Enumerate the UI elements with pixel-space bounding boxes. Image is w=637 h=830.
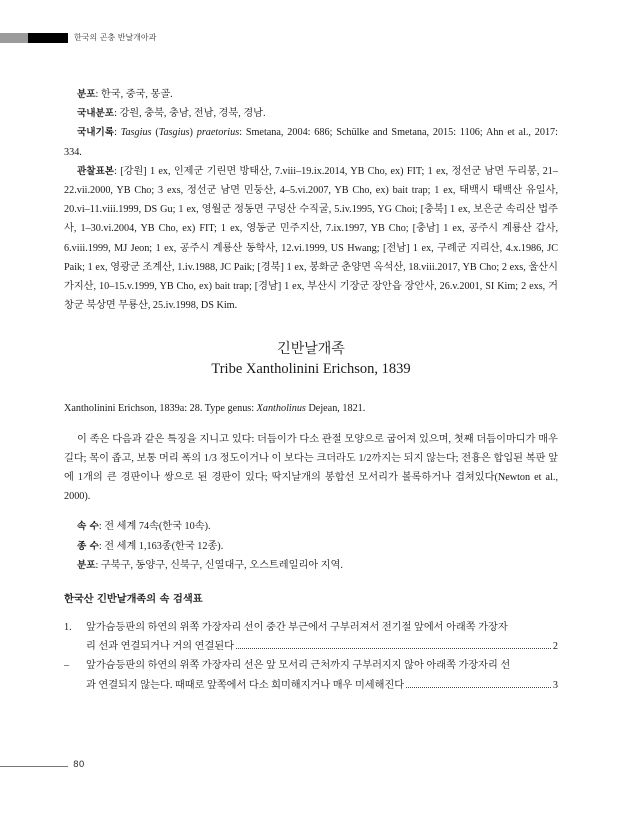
couplet-lead: 2 <box>552 641 558 653</box>
domestic-distribution-label: 국내분포 <box>77 108 115 120</box>
couplet-text: 앞가슴등판의 하연의 위쪽 가장자리 선은 앞 모서리 근처까지 구부러지지 않아 아래쪽 가장자리 선 <box>86 660 511 672</box>
citation-pre: Xantholinini Erichson, 1839a: 28. Type genus: <box>64 403 257 415</box>
leader-dots <box>236 648 551 649</box>
leader-dots <box>406 687 551 688</box>
genera-count-text: : 전 세계 74속(한국 10속). <box>98 521 211 533</box>
tribe-distribution-line <box>64 556 558 575</box>
tribe-korean-name: 긴반날개족 <box>277 341 345 358</box>
species-count-line <box>64 537 558 556</box>
species-count-text: : 전 세계 1,163종(한국 12종). <box>98 540 224 552</box>
records-species: praetorius <box>196 127 240 139</box>
distribution-line <box>64 85 558 104</box>
genera-count-line <box>64 517 558 536</box>
distribution-label: 분포 <box>77 89 96 100</box>
couplet-lead: 3 <box>552 679 558 691</box>
header-black-bar <box>28 33 68 43</box>
domestic-records: 국내기록: Tasgius (Tasgius) praetorius: Smetana, 2004: 686; Schülke and Smetana, 2015: 1106; Ahn et al., 2017: 334. <box>64 127 558 158</box>
header-grey-bar <box>0 33 28 43</box>
page-number: 80 <box>73 760 85 770</box>
distribution-text: : 한국, 중국, 몽골. <box>95 89 173 100</box>
tribe-latin-name: Tribe Xantholinini Erichson, 1839 <box>211 361 411 378</box>
tribe-description: 이 족은 다음과 같은 특징을 지니고 있다: 더듬이가 다소 관절 모양으로 굽어져 있으며, 첫째 더듬이마디가 매우 길다; 목이 좁고, 보통 머리 폭의 1/3 정도이거나 이 보다는 크더라도 1/2까지는 되지 않는다; 전흉은 합입된 복판 앞에 1개의 큰 경판이나 쌍으로 된 경판이 있다; 딱지날개의 봉합선 모서리가 볼록하거나 겹쳐있다(Newton et al., 2000). <box>64 433 558 503</box>
species-count-label: 종 수 <box>77 540 99 552</box>
genera-count-label: 속 수 <box>77 521 99 533</box>
tribe-citation <box>64 399 558 418</box>
key-title: 한국산 긴반날개족의 속 검색표 <box>64 594 203 606</box>
records-genus: Tasgius <box>120 127 152 139</box>
tribe-distribution-text: : 구북구, 동양구, 신북구, 신열대구, 오스트레일리아 지역. <box>95 559 343 571</box>
tribe-distribution-label: 분포 <box>77 559 96 571</box>
couplet-number: – <box>64 660 70 672</box>
couplet-text: 앞가슴등판의 하연의 위쪽 가장자리 선이 중간 부근에서 구부러져서 전기절 앞에서 아래쪽 가장자 <box>86 622 508 634</box>
records-rest: : Smetana, 2004: 686; Schülke and Smetana, 2015: 1106; Ahn et al., 2017: 334. <box>64 127 558 158</box>
records-label: 국내기록 <box>77 127 115 139</box>
specimens-text: : [강원] 1 ex, 인제군 기린면 방태산, 7.viii–19.ix.2014, YB Cho, ex) FIT; 1 ex, 정선군 남면 두리봉, 21–22.vii.2000, YB Cho; 3 exs, 정선군 남면 민둥산, 4–5.vi.2007, YB Cho, ex) bait trap; 1 ex, 태백시 태백산 유일사, 20.vi–11.viii.1999, DS Gu; 1 ex, 영월군 정동면 구덩산 수직굴, 5.iv.1995, YG Choi; [충북] 1 ex, 보은군 속리산 법주사, 1–30.vi.2004, YB Cho, ex) FIT; 1 ex, 영동군 민주지산, 7.ix.1997, YB Cho; [충남] 1 ex, 공주시 계룡산 갑사, 6.viii.1999, MJ Jeon; 1 ex, 공주시 계룡산 동학사, 12.vi.1999, US Hwang; [전남] 1 ex, 구례군 지리산, 4.x.1986, JC Paik; 1 ex, 영광군 조계산, 1.iv.1988, JC Paik; [경북] 1 ex, 봉화군 춘양면 옥석산, 18.viii.2017, YB Cho; 2 exs, 울산시 가지산, 10–15.v.1999, YB Cho, ex) bait trap; [경남] 1 ex, 부산시 기장군 장안읍 장안사, 26.v.2001, SI Kim; 2 exs, 거창군 북상면 무룡산, 25.iv.1998, DS Kim. <box>64 165 558 312</box>
specimens-label: 관찰표본 <box>77 165 115 177</box>
couplet-number: 1. <box>64 622 72 634</box>
domestic-distribution-text: : 강원, 충북, 충남, 전남, 경북, 경남. <box>114 108 266 120</box>
couplet-text-end: 과 연결되지 않는다. 때때로 앞쪽에서 다소 희미해지거나 매우 미세해진다 <box>86 679 405 691</box>
records-sep: : <box>114 127 121 139</box>
records-subgenus: Tasgius <box>158 127 190 139</box>
domestic-distribution-line <box>64 104 558 123</box>
key-couplet <box>64 656 558 694</box>
couplet-text-end: 리 선과 연결되거나 거의 연결된다 <box>86 641 234 653</box>
key-couplet <box>64 618 558 656</box>
specimens-examined <box>64 162 558 316</box>
type-genus: Xantholinus <box>256 403 306 415</box>
footer-rule <box>0 766 68 767</box>
citation-post: Dejean, 1821. <box>305 403 366 415</box>
running-title: 한국의 곤충 반날개아과 <box>74 33 157 42</box>
page-body <box>64 85 558 695</box>
